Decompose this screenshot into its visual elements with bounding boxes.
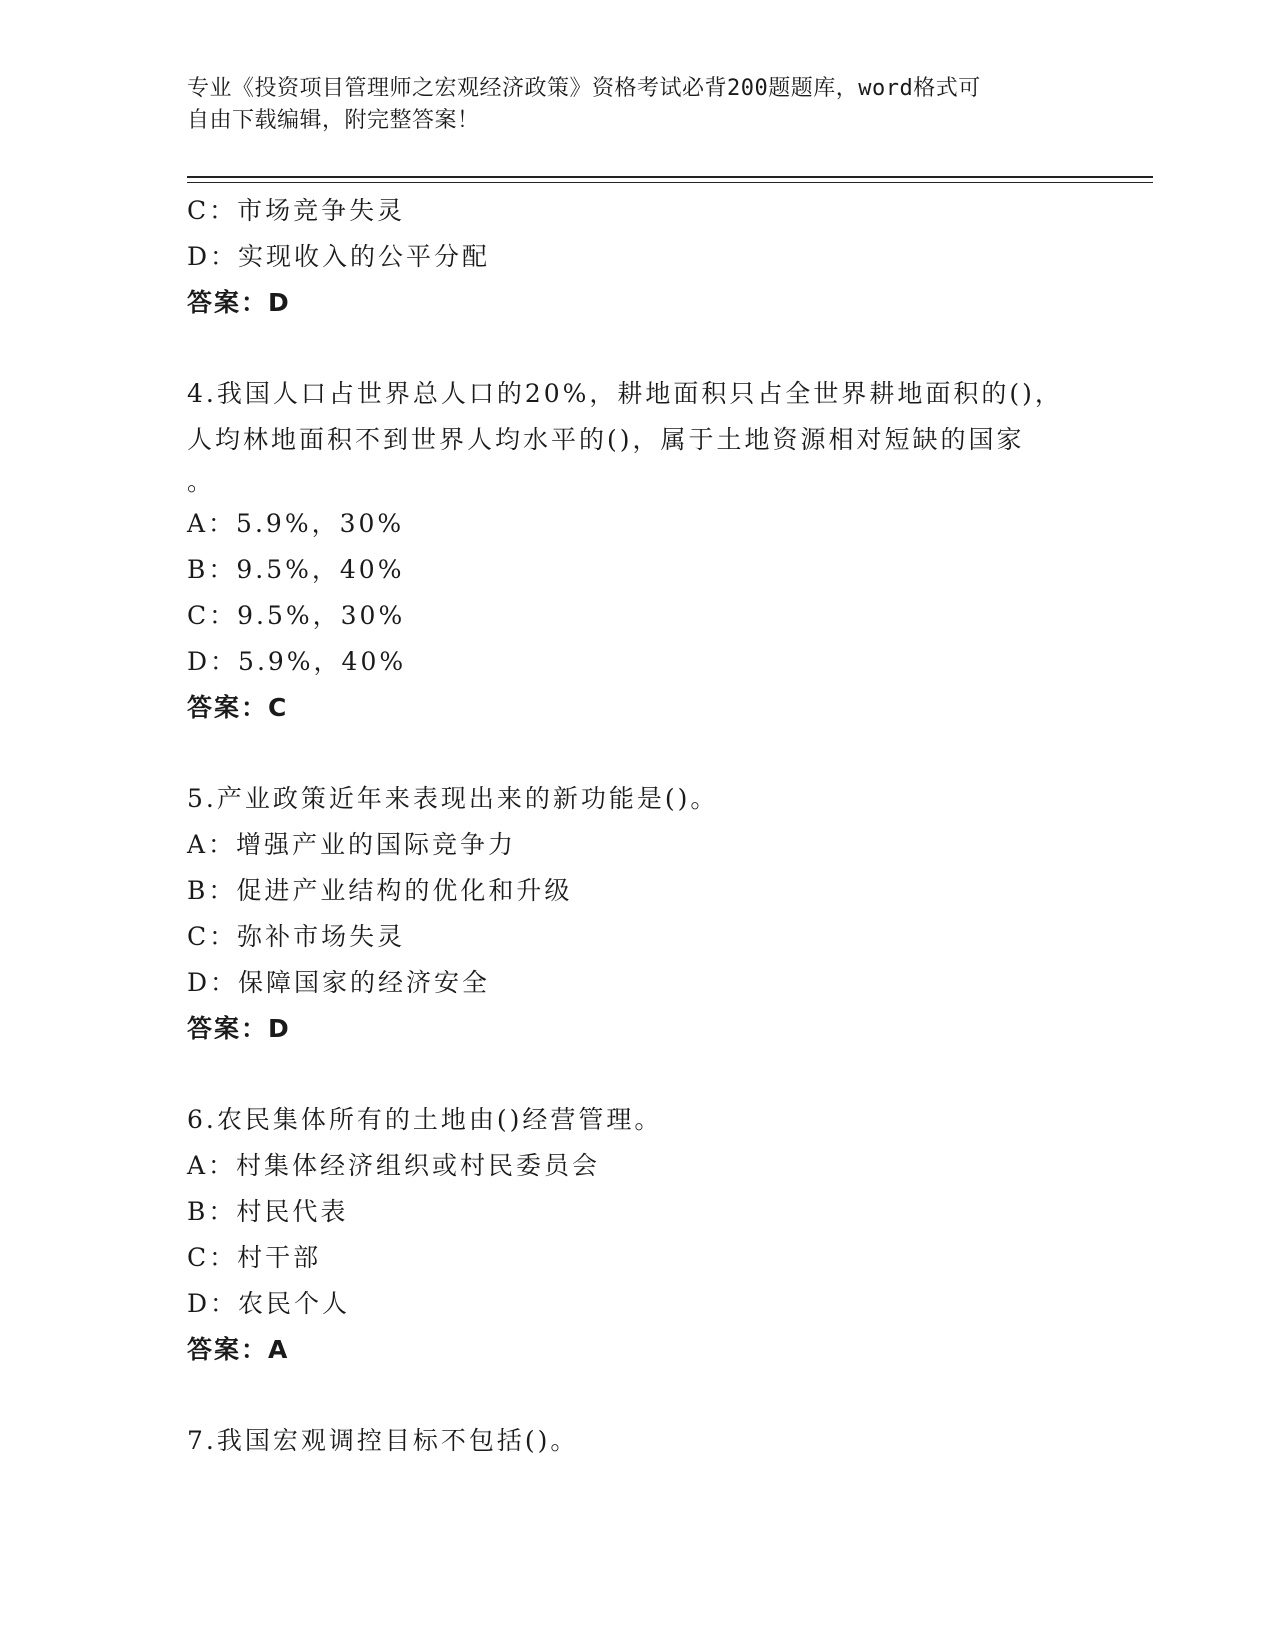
question-list (187, 188, 1087, 1464)
option-b: B：促进产业结构的优化和升级 (187, 876, 573, 905)
document-header (187, 73, 1067, 137)
question-block-6 (187, 1097, 1087, 1373)
answer-label: 答案：D (187, 1014, 291, 1043)
header-line-1: 专业《投资项目管理师之宏观经济政策》资格考试必背200题题库，word格式可 (187, 76, 981, 101)
answer-label: 答案：A (187, 1335, 290, 1364)
option-d: D：实现收入的公平分配 (187, 242, 491, 271)
header-divider-thick (187, 176, 1153, 178)
option-d: D：保障国家的经济安全 (187, 968, 491, 997)
answer-label: 答案：C (187, 693, 289, 722)
question-stem-line-1: 6.农民集体所有的土地由()经营管理。 (187, 1105, 663, 1134)
header-divider-thin (187, 182, 1153, 183)
answer-label: 答案：D (187, 288, 291, 317)
option-c: C：市场竞争失灵 (187, 196, 406, 225)
option-b: B：村民代表 (187, 1197, 349, 1226)
option-a: A：村集体经济组织或村民委员会 (187, 1151, 601, 1180)
question-block-3 (187, 188, 1087, 326)
question-stem-line-1: 5.产业政策近年来表现出来的新功能是()。 (187, 784, 719, 813)
question-block-5 (187, 776, 1087, 1052)
question-block-7 (187, 1418, 1087, 1464)
question-stem-line-1: 7.我国宏观调控目标不包括()。 (187, 1426, 579, 1455)
header-line-2: 自由下载编辑，附完整答案！ (187, 108, 480, 133)
question-stem-line-3: 。 (187, 467, 216, 496)
question-stem-line-2: 人均林地面积不到世界人均水平的()，属于土地资源相对短缺的国家 (187, 425, 1025, 454)
option-b: B：9.5%，40% (187, 555, 405, 584)
option-c: C：村干部 (187, 1243, 322, 1272)
option-a: A：5.9%，30% (187, 509, 405, 538)
option-c: C：9.5%，30% (187, 601, 406, 630)
question-stem-line-1: 4.我国人口占世界总人口的20%，耕地面积只占全世界耕地面积的()， (187, 379, 1063, 408)
option-a: A：增强产业的国际竞争力 (187, 830, 517, 859)
option-c: C：弥补市场失灵 (187, 922, 406, 951)
question-block-4 (187, 371, 1087, 731)
option-d: D：5.9%，40% (187, 647, 407, 676)
option-d: D：农民个人 (187, 1289, 351, 1318)
